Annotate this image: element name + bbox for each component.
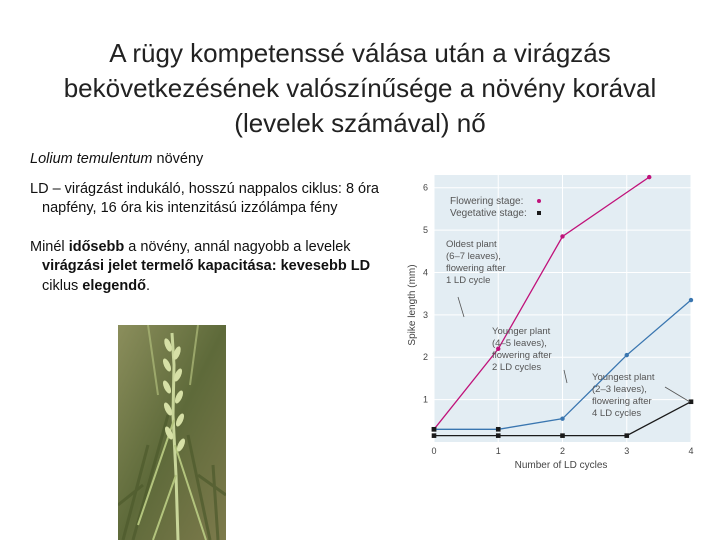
text-run: .: [145, 277, 150, 294]
y-tick-label: 6: [422, 182, 428, 193]
legend-label: Flowering stage:: [450, 196, 524, 207]
data-point-square: [496, 427, 501, 432]
title-line: (levelek számával) nő: [234, 108, 486, 138]
annotation-line: (4–5 leaves),: [492, 338, 547, 349]
x-tick-label: 3: [624, 446, 630, 456]
bold-run: idősebb: [68, 238, 125, 255]
annotation-line: 1 LD cycle: [446, 275, 491, 286]
species-line: [30, 150, 400, 170]
bold-run: virágzási jelet termelő kapacitása:: [42, 258, 277, 274]
y-tick-label: 5: [422, 225, 428, 236]
text-run: a növény, annál nagyobb a levelek: [124, 238, 351, 255]
x-axis-label: Number of LD cycles: [514, 460, 608, 471]
chart-svg: [400, 165, 705, 475]
text-run: Minél: [30, 238, 69, 255]
data-point-circle: [560, 416, 564, 420]
title-line: bekövetkezésének valószínűsége a növény korával: [63, 73, 657, 103]
legend-label: Vegetative stage:: [450, 208, 527, 219]
data-point-square: [560, 433, 565, 438]
legend-circle-marker: [537, 199, 541, 203]
y-axis-label: Spike length (mm): [407, 264, 418, 346]
annotation-line: flowering after: [592, 396, 652, 407]
annotation-line: (2–3 leaves),: [592, 384, 647, 395]
plant-photo-illustration: [118, 325, 226, 540]
species-name: Lolium temulentum: [30, 151, 153, 167]
annotation-line: (6–7 leaves),: [446, 251, 501, 262]
title-line: A rügy kompetenssé válása után a virágzás: [109, 38, 611, 68]
data-point-circle: [647, 175, 651, 179]
x-tick-label: 2: [559, 446, 566, 456]
data-point-square: [624, 433, 629, 438]
age-paragraph: [30, 238, 400, 297]
annotation-line: 2 LD cycles: [492, 362, 542, 373]
plant-photo: [118, 325, 226, 540]
y-tick-label: 4: [422, 267, 428, 278]
annotation-line: flowering after: [446, 263, 506, 274]
annotation-line: Youngest plant: [592, 372, 655, 383]
legend-square-marker: [537, 211, 541, 215]
data-point-circle: [625, 353, 629, 357]
species-suffix: növény: [152, 151, 204, 167]
data-point-square: [496, 433, 501, 438]
ld-definition: LD – virágzást indukáló, hosszú nappalos ciklus: 8 óra napfény, 16 óra kis intenzitású izzólámpa fény: [30, 180, 379, 216]
bold-run: elegendő: [82, 277, 146, 294]
y-tick-label: 2: [422, 352, 428, 363]
data-point-square: [432, 427, 437, 432]
y-tick-label: 1: [422, 394, 428, 405]
data-point-circle: [689, 298, 693, 302]
spike-length-chart: [400, 165, 705, 475]
x-tick-label: 0: [431, 446, 437, 456]
slide-title: [40, 36, 680, 141]
x-tick-label: 4: [688, 446, 694, 456]
annotation-line: Oldest plant: [446, 239, 497, 250]
annotation-line: flowering after: [492, 350, 552, 361]
text-run: ciklus: [42, 277, 83, 294]
data-point-square: [432, 433, 437, 438]
y-tick-label: 3: [422, 309, 428, 320]
body-text: [30, 150, 400, 296]
annotation-line: 4 LD cycles: [592, 408, 642, 419]
bold-run: kevesebb LD: [280, 258, 371, 274]
x-tick-label: 1: [495, 446, 501, 456]
annotation-line: Younger plant: [492, 326, 551, 337]
data-point-circle: [560, 234, 564, 238]
